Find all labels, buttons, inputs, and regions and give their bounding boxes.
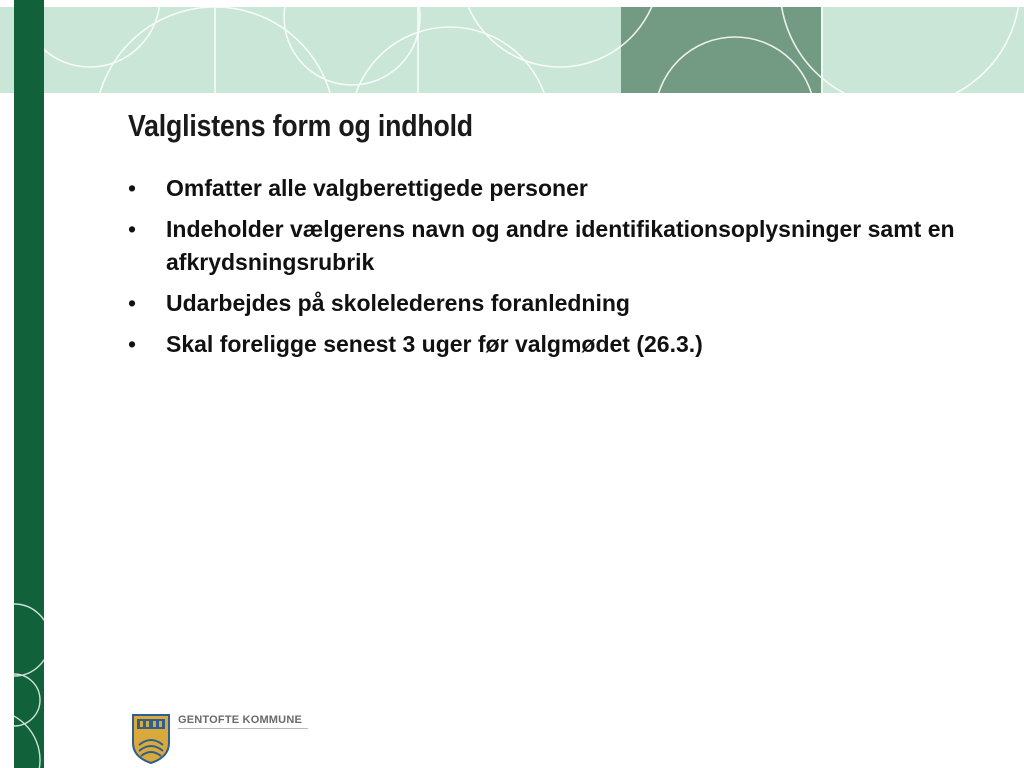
bullet-item xyxy=(128,213,988,279)
organization-name: GENTOFTE KOMMUNE xyxy=(178,714,302,726)
header-decoration-band xyxy=(0,7,1024,93)
organization-divider xyxy=(178,728,308,729)
bullet-item xyxy=(128,172,988,205)
slide-title: Valglistens form og indhold xyxy=(128,108,473,143)
bullet-text: Udarbejdes på skolelederens foranledning xyxy=(166,290,630,316)
bullet-list xyxy=(128,172,988,369)
bullet-text: Indeholder vælgerens navn og andre identifikationsoplysninger samt en afkrydsningsrubrik xyxy=(166,216,955,275)
bullet-text: Skal foreligge senest 3 uger før valgmødet (26.3.) xyxy=(166,331,703,357)
bullet-text: Omfatter alle valgberettigede personer xyxy=(166,175,588,201)
bullet-item xyxy=(128,328,988,361)
bullet-item xyxy=(128,287,988,320)
bullet-marker: • xyxy=(128,290,137,316)
coat-of-arms-icon xyxy=(131,713,171,765)
header-arc-pattern xyxy=(0,7,1024,93)
bullet-marker: • xyxy=(128,331,137,357)
bullet-marker: • xyxy=(128,175,137,201)
sidebar-arc-decoration xyxy=(0,590,44,768)
bullet-marker: • xyxy=(128,216,137,242)
